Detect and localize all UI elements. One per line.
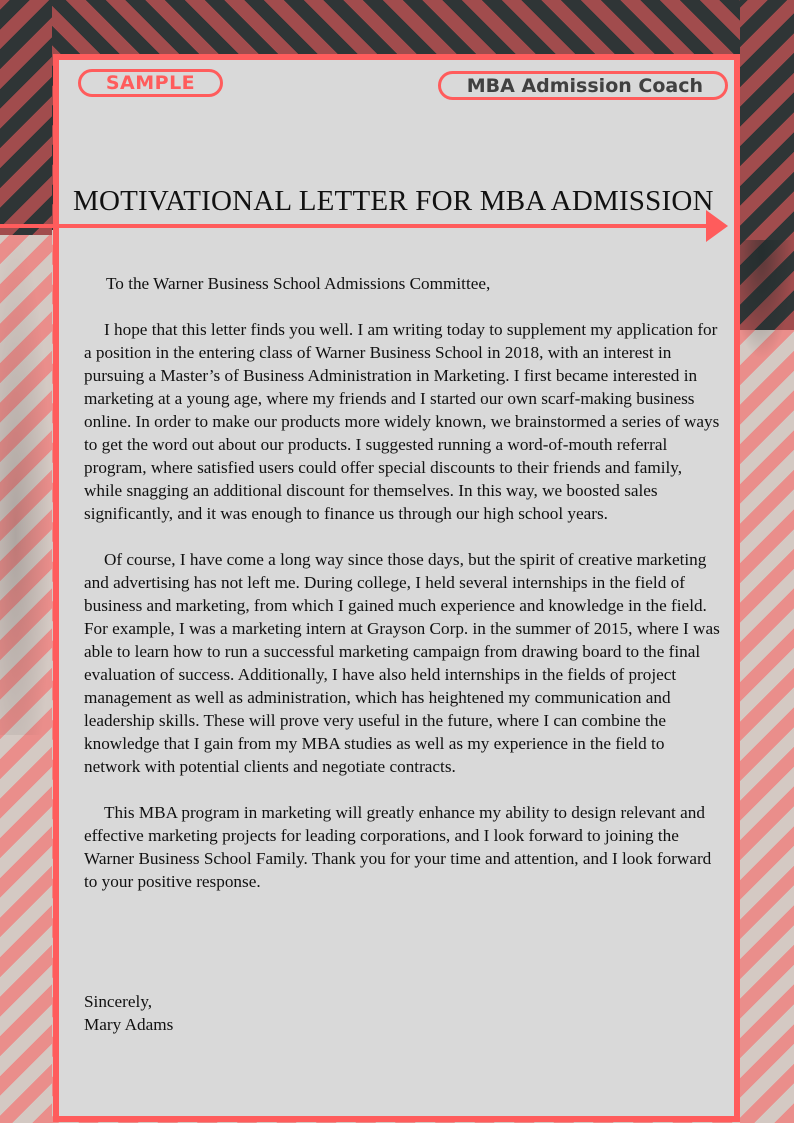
sample-badge [78, 69, 223, 97]
letter-paragraph: This MBA program in marketing will greatly enhance my ability to design relevant and effective marketing projects for leading corporations, and I look forward to joining the Warner Business School Family. Thank you for your time and attention, and I look forward to your positive response. [84, 803, 712, 891]
page-title: MOTIVATIONAL LETTER FOR MBA ADMISSION [73, 185, 714, 217]
title-arrow-line [0, 224, 712, 228]
coach-badge-label: MBA Admission Coach [466, 74, 703, 97]
letter-paragraph: I hope that this letter finds you well. I am writing today to supplement my application for a position in the entering class of Warner Business School in 2018, with an interest in pursuing a Master’s of Business Administration in Marketing. I first became interested in marketing at a young age, where my friends and I started our own scarf-making business online. In order to make our products more widely known, we brainstormed a series of ways to get the word out about our products. I suggested running a word-of-mouth referral program, where satisfied users could offer special discounts to their friends and family, while snagging an additional discount for themselves. In this way, we boosted sales significantly, and it was enough to finance us through our high school years. [84, 320, 720, 523]
signature-name: Mary Adams [84, 1015, 174, 1034]
salutation: To the Warner Business School Admissions Committee, [106, 274, 491, 293]
left-dark-chevron-stripes [0, 0, 52, 235]
background-photo-shade [0, 235, 52, 735]
coach-badge [438, 71, 728, 100]
background-photo-shade [740, 240, 794, 360]
closing-phrase: Sincerely, [84, 992, 153, 1011]
right-light-chevron-stripes [740, 330, 794, 1123]
sample-badge-label: SAMPLE [105, 72, 196, 94]
letter-closing [84, 990, 173, 1036]
letter-paragraph: Of course, I have come a long way since those days, but the spirit of creative marketing and advertising has not left me. During college, I held several internships in the field of business and marketing, from which I gained much experience and knowledge in the field. For example, I was a marketing intern at Grayson Corp. in the summer of 2015, where I was able to learn how to run a successful marketing campaign from drawing board to the final evaluation of success. Additionally, I have also held internships in the fields of project management as well as administration, which has heightened my communication and leadership skills. These will prove very useful in the future, where I can combine the knowledge that I gain from my MBA studies as well as my experience in the field to network with potential clients and negotiate contracts. [84, 550, 720, 776]
letter-body [84, 272, 724, 916]
arrow-right-icon [706, 210, 728, 242]
